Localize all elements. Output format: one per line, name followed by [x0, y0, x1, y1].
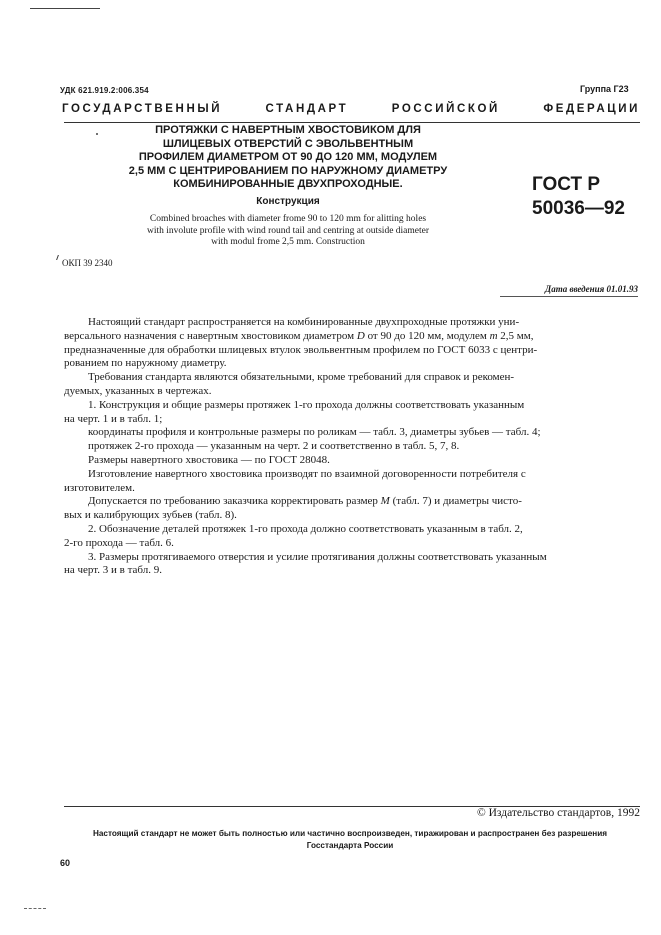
state-word-1: ГОСУДАРСТВЕННЫЙ	[62, 103, 223, 115]
page-number: 60	[60, 858, 71, 868]
state-word-3: РОССИЙСКОЙ	[391, 103, 500, 115]
english-title-line-1: Combined broaches with diameter frome 90 to 120 mm for alitting holes	[149, 214, 427, 224]
body-line: 3. Размеры протягиваемого отверстия и усилие протягивания должны соответствовать указанным	[88, 550, 547, 563]
group-code: Группа Г23	[580, 84, 629, 94]
title-line-2: ШЛИЦЕВЫХ ОТВЕРСТИЙ С ЭВОЛЬВЕНТНЫМ	[162, 137, 414, 150]
document-title	[108, 124, 468, 192]
notice-line-2: Госстандарта России	[306, 841, 394, 850]
title-line-1: ПРОТЯЖКИ С НАВЕРТНЫМ ХВОСТОВИКОМ ДЛЯ	[155, 124, 421, 136]
english-title-line-3: with modul frome 2,5 mm. Construction	[211, 237, 365, 247]
body-line: 2-го прохода — табл. 6.	[64, 536, 174, 549]
english-title-line-2: with involute profile with wind round tail and centring at outside diameter	[146, 225, 430, 236]
body-line: Допускается по требованию заказчика корректировать размер M (табл. 7) и диаметры чисто-	[88, 495, 522, 508]
scan-top-rule	[30, 8, 100, 9]
body-line: дуемых, указанных в чертежах.	[64, 384, 212, 397]
state-word-2: СТАНДАРТ	[265, 103, 349, 115]
effective-date: Дата введения 01.01.93	[545, 284, 638, 294]
title-line-4: 2,5 ММ С ЦЕНТРИРОВАНИЕМ ПО НАРУЖНОМУ ДИАМЕТРУ	[128, 164, 448, 177]
body-line: на черт. 3 и в табл. 9.	[64, 564, 162, 577]
gost-number: 50036—92	[532, 198, 625, 219]
margin-mark	[96, 133, 98, 135]
copyright-notice: © Издательство стандартов, 1992	[476, 807, 640, 819]
body-line: Изготовление навертного хвостовика производят по взаимной договоренности потребителя с	[88, 467, 526, 480]
body-line: предназначенные для обработки шлицевых втулок эвольвентным профилем по ГОСТ 6033 с центри-	[64, 343, 538, 356]
title-line-3: ПРОФИЛЕМ ДИАМЕТРОМ ОТ 90 ДО 120 ММ, МОДУЛЕМ	[138, 151, 438, 163]
body-line: протяжек 2-го прохода — указанным на черт. 2 и соответственно в табл. 5, 7, 8.	[88, 440, 460, 453]
date-underline	[500, 296, 638, 297]
document-body	[64, 316, 636, 578]
body-line: рованием по наружному диаметру.	[64, 357, 227, 370]
body-line: версального назначения с навертным хвостовиком диаметром D от 90 до 120 мм, модулем m 2,5 мм,	[64, 329, 534, 342]
body-line: 1. Конструкция и общие размеры протяжек 1-го прохода должны соответствовать указанным	[88, 398, 525, 411]
gost-designation	[532, 173, 642, 221]
body-line: 2. Обозначение деталей протяжек 1-го прохода должно соответствовать указанным в табл. 2,	[88, 522, 523, 535]
body-line: Требования стандарта являются обязательными, кроме требований для справок и рекомен-	[88, 371, 515, 384]
header-divider	[64, 122, 640, 123]
okp-code: ОКП 39 2340	[62, 258, 113, 268]
udk-code: УДК 621.919.2:006.354	[60, 86, 149, 95]
notice-line-1: Настоящий стандарт не может быть полностью или частично воспроизведен, тиражирован и распространен без разрешения	[92, 829, 608, 838]
state-standard-header	[62, 103, 640, 115]
document-subtitle: Конструкция	[256, 196, 320, 207]
reproduction-notice	[60, 828, 640, 852]
body-line: Настоящий стандарт распространяется на комбинированные двухпроходные протяжки уни-	[88, 316, 520, 328]
title-line-5: КОМБИНИРОВАННЫЕ ДВУХПРОХОДНЫЕ.	[173, 178, 403, 190]
english-title	[98, 214, 478, 249]
body-line: Размеры навертного хвостовика — по ГОСТ 28048.	[88, 453, 330, 466]
body-line: на черт. 1 и в табл. 1;	[64, 412, 163, 425]
body-line: вых и калибрующих зубьев (табл. 8).	[64, 509, 237, 522]
state-word-4: ФЕДЕРАЦИИ	[543, 103, 640, 115]
body-line: координаты профиля и контрольные размеры по роликам — табл. 3, диаметры зубьев — табл. 4;	[88, 426, 541, 439]
body-line: изготовителем.	[64, 481, 135, 494]
gost-label: ГОСТ Р	[532, 174, 601, 195]
scan-edge-mark	[24, 908, 46, 909]
